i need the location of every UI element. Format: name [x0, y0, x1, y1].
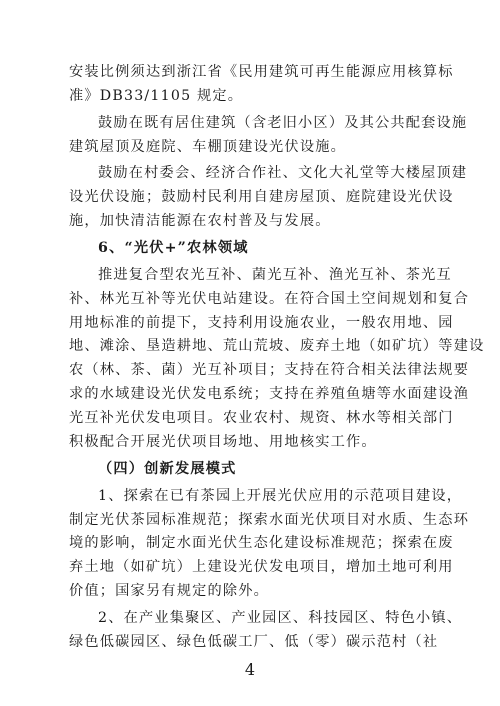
text-line: 绿色低碳园区、绿色低碳工厂、低（零）碳示范村（社 [69, 634, 439, 650]
section-heading: 6、“光伏+”农林领域 [98, 240, 249, 256]
text-line: 建筑屋顶及庭院、车棚顶建设光伏设施。 [69, 139, 346, 155]
page-number: 4 [244, 660, 256, 679]
text-line: 施，加快清洁能源在农村普及与发展。 [69, 213, 331, 229]
text-line: 鼓励在既有居住建筑（含老旧小区）及其公共配套设施 [98, 115, 468, 131]
section-heading: （四）创新发展模式 [98, 461, 237, 477]
text-line: 1、探索在已有茶园上开展光伏应用的示范项目建设， [98, 488, 463, 504]
text-line: 求的水域建设光伏发电系统；支持在养殖鱼塘等水面建设渔 [69, 386, 470, 402]
text-line: 农（林、茶、菌）光互补项目；支持在符合相关法律法规要 [69, 362, 470, 378]
text-line: 准》DB33/1105 规定。 [69, 88, 244, 104]
text-line: 鼓励在村委会、经济合作社、文化大礼堂等大楼屋顶建 [98, 165, 468, 181]
text-line: 地、滩涂、垦造耕地、荒山荒坡、废弃土地（如矿坑）等建设 [69, 338, 485, 354]
text-line: 价值；国家另有规定的除外。 [69, 583, 270, 599]
text-line: 制定光伏茶园标准规范；探索水面光伏项目对水质、生态环 [69, 512, 470, 528]
text-line: 光互补光伏发电项目。农业农村、规资、林水等相关部门 [69, 410, 454, 426]
text-line: 境的影响，制定水面光伏生态化建设标准规范；探索在废 [69, 535, 454, 551]
text-line: 用地标准的前提下，支持利用设施农业，一般农用地、园 [69, 315, 454, 331]
text-line: 安装比例须达到浙江省《民用建筑可再生能源应用核算标 [69, 64, 454, 80]
text-line: 设光伏设施；鼓励村民利用自建房屋顶、庭院建设光伏设 [69, 189, 454, 205]
text-line: 补、林光互补等光伏电站建设。在符合国土空间规划和复合 [69, 291, 470, 307]
text-line: 弃土地（如矿坑）上建设光伏发电项目，增加土地可利用 [69, 559, 454, 575]
text-line: 积极配合开展光伏项目场地、用地核实工作。 [69, 434, 377, 450]
text-line: 推进复合型农光互补、菌光互补、渔光互补、茶光互 [98, 267, 452, 283]
text-line: 2、在产业集聚区、产业园区、科技园区、特色小镇、 [98, 610, 463, 626]
